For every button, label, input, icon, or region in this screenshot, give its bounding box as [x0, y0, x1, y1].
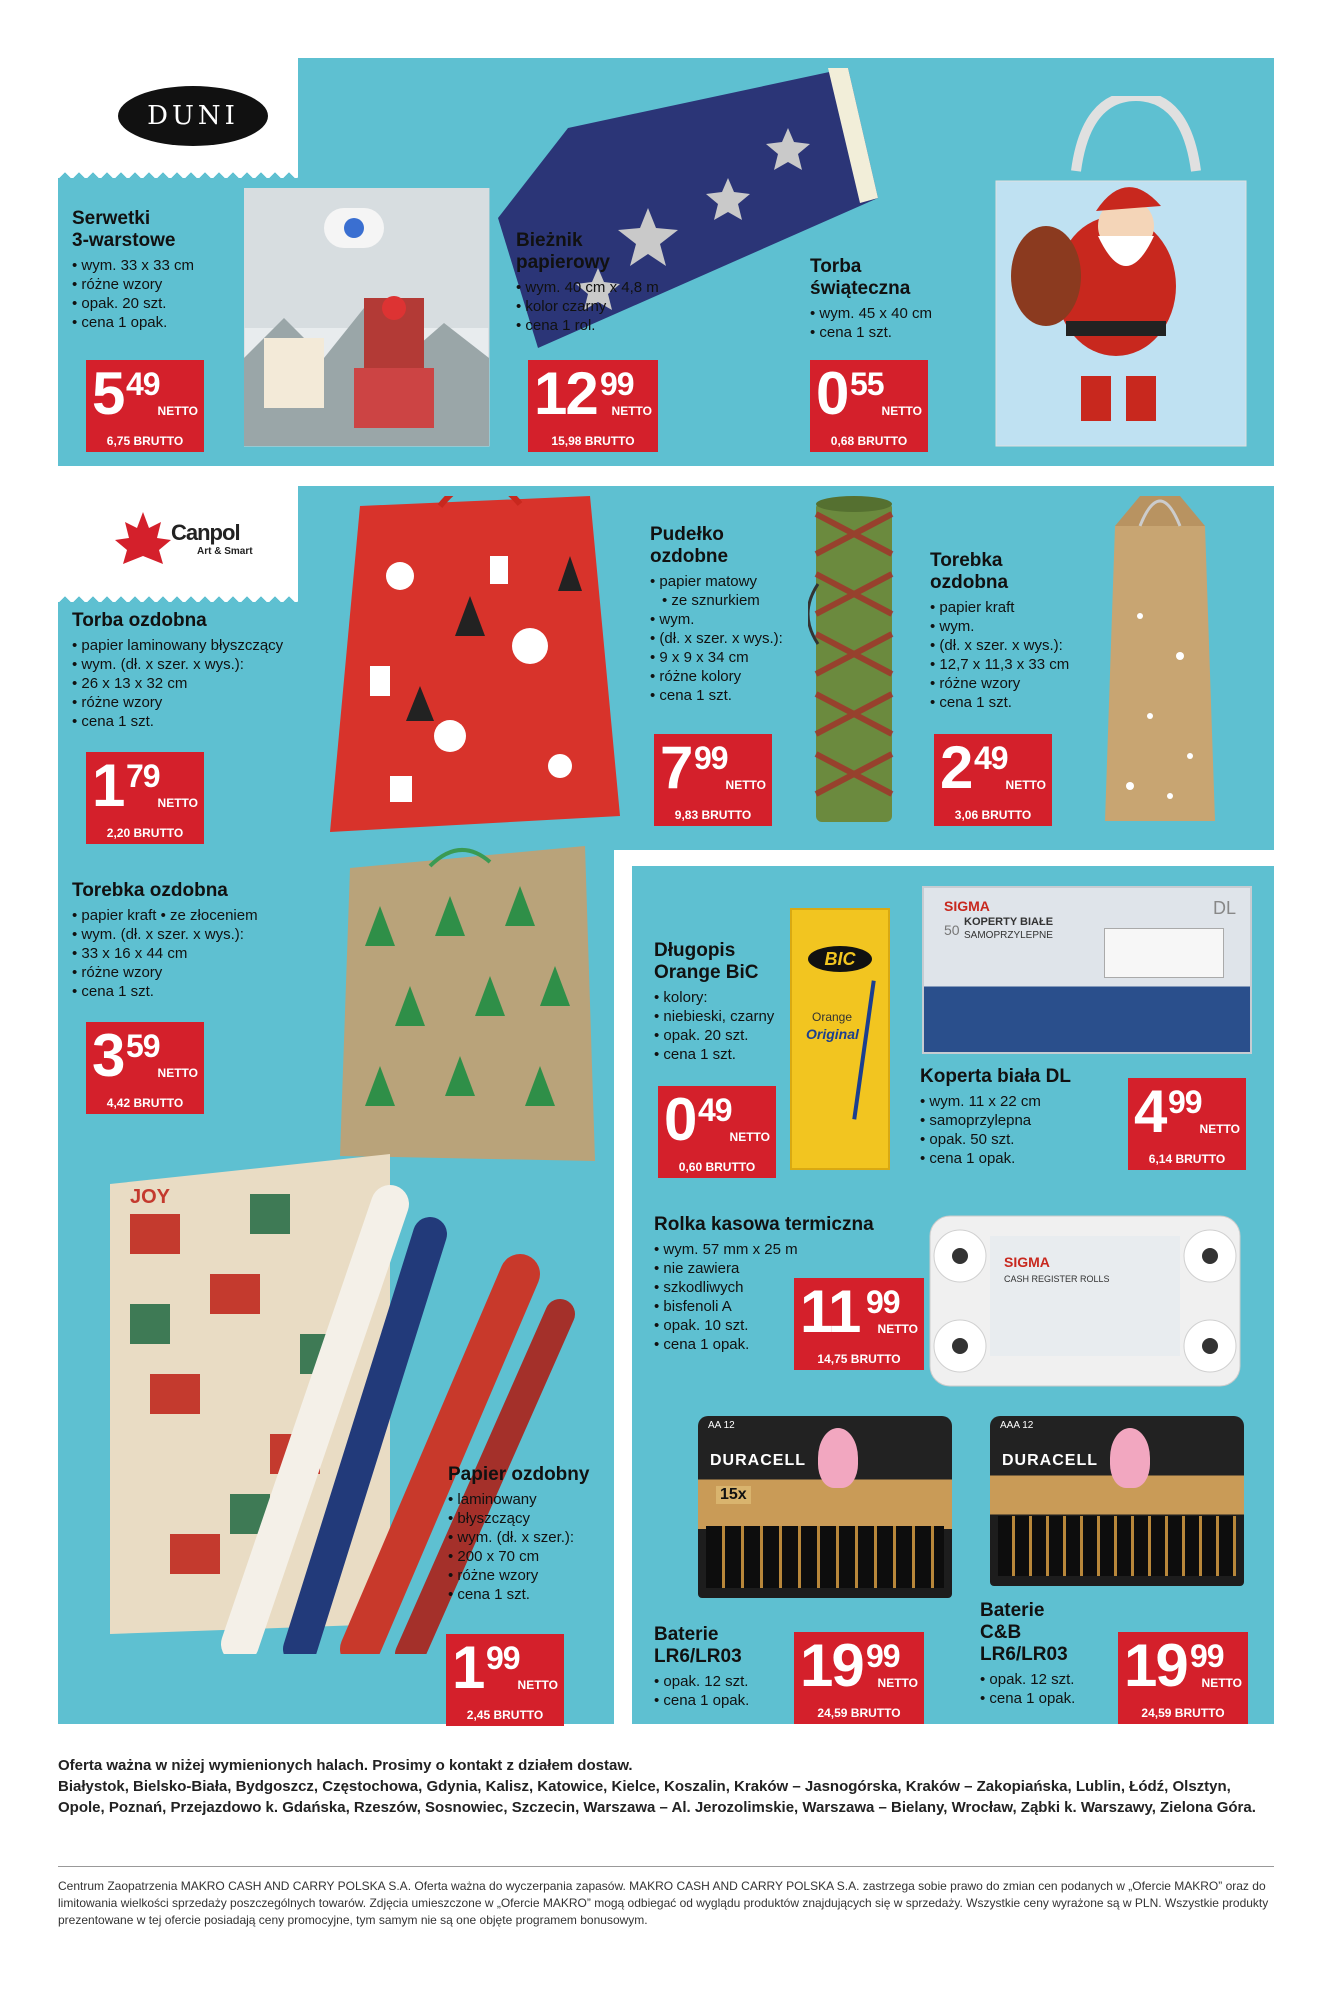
kraft-bottle-bag-image: [1100, 496, 1220, 826]
batt2-title-2: C&B: [980, 1622, 1022, 1643]
legal-note: Centrum Zaopatrzenia MAKRO CASH AND CARRY POLSKA S.A. Oferta ważna do wyczerpania zapasów. MAKRO CASH AND CARRY POLSKA S.A. zastrzega sobie prawo do zmian cen podanych w „Ofercie MAKRO” oraz do limitowania wielkości sprzedaży poszczególnych towarów. Zdjęcia umieszczone w „Ofercie MAKRO” mogą odbiegać od wyglądu produktów znajdujących się w sprzedaży. Wszystkie ceny wyrażone są w PLN. Wszystkie produkty prezentowane w tej ofercie posiadają ceny promocyjne, tym samym nie są one objęte programem bonusowym.: [58, 1879, 1269, 1927]
decorbag-spec: • papier laminowany błyszczący: [72, 636, 352, 655]
box-spec: • ze sznurkiem: [650, 591, 810, 610]
price-brutto: 2,20 BRUTTO: [106, 826, 184, 840]
price-cents: 79: [126, 758, 160, 794]
kraftbag-spec: • wym.: [930, 617, 1120, 636]
paper-spec: • 200 x 70 cm: [448, 1547, 648, 1566]
sigma-envelope-text2: SAMOPRZYLEPNE: [964, 930, 1053, 941]
pen-title-1: Długopis: [654, 940, 736, 961]
xmasbag-spec: • wym. 45 x 40 cm: [810, 304, 1000, 323]
envelope-spec: • samoprzylepna: [920, 1111, 1140, 1130]
paper-title: Papier ozdobny: [448, 1464, 590, 1485]
roll-spec: • cena 1 opak.: [654, 1335, 924, 1354]
batt2-title-3: LR6/LR03: [980, 1644, 1068, 1665]
decorbag-product: [72, 610, 352, 731]
price-brutto: 4,42 BRUTTO: [106, 1096, 184, 1110]
runner-product: [516, 230, 736, 335]
batteries-row: [706, 1526, 944, 1588]
duracell-aa-pack-image: [698, 1416, 952, 1598]
runner-price-tag: [528, 360, 658, 452]
batt2-spec: • opak. 12 szt.: [980, 1670, 1110, 1689]
cash-rolls-image: [920, 1196, 1250, 1396]
kraftbag-spec: • 12,7 x 11,3 x 33 cm: [930, 655, 1120, 674]
decorbag-spec: • cena 1 szt.: [72, 712, 352, 731]
decorbag-spec: • różne wzory: [72, 693, 352, 712]
batt2-specs: [980, 1670, 1110, 1708]
napkins-spec: • wym. 33 x 33 cm: [72, 256, 252, 275]
roll-spec: • szkodliwych: [654, 1278, 924, 1297]
napkins-spec: • opak. 20 szt.: [72, 294, 252, 313]
price-netto: NETTO: [725, 778, 766, 792]
goldbag-spec: • wym. (dł. x szer. x wys.):: [72, 925, 342, 944]
price-main: 4: [1134, 1078, 1166, 1145]
price-cents: 49: [698, 1092, 732, 1128]
canpol-name: Canpol: [171, 520, 240, 545]
canpol-brand-tab: [58, 486, 298, 592]
sigma-roll-brand: SIGMA: [1004, 1254, 1050, 1270]
sigma-envelope-brand: SIGMA: [944, 898, 990, 914]
napkins-image: [244, 188, 494, 450]
price-cents: 99: [1190, 1638, 1224, 1674]
box-spec: • papier matowy: [650, 572, 810, 591]
price-main: 2: [940, 734, 972, 801]
napkins-spec: • różne wzory: [72, 275, 252, 294]
envelope-spec: • cena 1 opak.: [920, 1149, 1140, 1168]
price-brutto: 6,14 BRUTTO: [1148, 1152, 1226, 1166]
paper-spec: • błyszczący: [448, 1509, 648, 1528]
price-brutto: 3,06 BRUTTO: [954, 808, 1032, 822]
price-cents: 49: [974, 740, 1008, 776]
price-netto: NETTO: [877, 1322, 918, 1336]
price-main: 0: [664, 1086, 696, 1153]
price-brutto: 24,59 BRUTTO: [1141, 1706, 1225, 1720]
goldbag-title: Torebka ozdobna: [72, 880, 228, 901]
price-cents: 99: [486, 1640, 520, 1676]
xmasbag-product: [810, 256, 1000, 342]
box-product: [650, 524, 810, 705]
bic-pen-line: [852, 980, 875, 1119]
canpol-sub: Art & Smart: [197, 546, 253, 557]
pen-price-tag: [658, 1086, 776, 1178]
paper-spec: • różne wzory: [448, 1566, 648, 1585]
bunny-icon: [1110, 1428, 1150, 1488]
kraftbag-spec: • papier kraft: [930, 598, 1120, 617]
box-spec: • cena 1 szt.: [650, 686, 810, 705]
price-brutto: 15,98 BRUTTO: [551, 434, 635, 448]
price-netto: NETTO: [877, 1676, 918, 1690]
joy-label: JOY: [130, 1186, 171, 1208]
paper-spec: • wym. (dł. x szer.):: [448, 1528, 648, 1547]
sigma-envelope-dl: DL: [1212, 898, 1236, 918]
envelope-spec: • opak. 50 szt.: [920, 1130, 1140, 1149]
box-specs: [650, 572, 810, 705]
red-gift-bag-image: [330, 496, 626, 832]
runner-specs: [516, 278, 736, 335]
kraftbag-price-tag: [934, 734, 1052, 826]
kraftbag-product: [930, 550, 1120, 712]
kraftbag-title-1: Torebka: [930, 550, 1003, 571]
kraftbag-specs: [930, 598, 1120, 712]
napkins-title-1: Serwetki: [72, 208, 151, 229]
price-main: 19: [1124, 1632, 1187, 1699]
price-brutto: 6,75 BRUTTO: [106, 434, 184, 448]
napkins-specs: [72, 256, 252, 332]
price-cents: 99: [694, 740, 728, 776]
bic-pen-box-image: [790, 908, 890, 1170]
paper-spec: • cena 1 szt.: [448, 1585, 648, 1604]
box-title-2: ozdobne: [650, 546, 729, 567]
duracell-aaa-pack-image: [990, 1416, 1244, 1586]
price-main: 11: [800, 1278, 860, 1345]
pen-title-2: Orange BiC: [654, 962, 759, 983]
roll-spec: • nie zawiera: [654, 1259, 924, 1278]
price-brutto: 0,68 BRUTTO: [830, 434, 908, 448]
runner-title-2: papierowy: [516, 252, 610, 273]
goldbag-product: [72, 880, 342, 1001]
envelope-box-image: [922, 886, 1252, 1054]
price-cents: 99: [1168, 1084, 1202, 1120]
box-price-tag: [654, 734, 772, 826]
xmasbag-title-1: Torba: [810, 256, 862, 277]
roll-spec: • wym. 57 mm x 25 m: [654, 1240, 924, 1259]
decorbag-spec: • wym. (dł. x szer. x wys.):: [72, 655, 352, 674]
pen-specs: [654, 988, 804, 1064]
price-main: 19: [800, 1632, 863, 1699]
price-netto: NETTO: [157, 1066, 198, 1080]
price-main: 1: [92, 752, 124, 819]
halls-cities: Białystok, Bielsko-Biała, Bydgoszcz, Częstochowa, Gdynia, Kalisz, Katowice, Kielce, Koszalin, Kraków – Jasnogórska, Kraków – Zakopiańska, Lublin, Łódź, Olsztyn, Opole, Poznań, Przejazdowo k. Gdańska, Rzeszów, Sosnowiec, Szczecin, Warszawa – Al. Jerozolimskie, Warszawa – Bielany, Wrocław, Ząbki k. Warszawy, Zielona Góra.: [58, 1778, 1256, 1816]
price-cents: 59: [126, 1028, 160, 1064]
decorbag-price-tag: [86, 752, 204, 844]
maple-leaf-icon: [113, 510, 173, 570]
kraftbag-spec: • cena 1 szt.: [930, 693, 1120, 712]
batt1-specs: [654, 1672, 784, 1710]
decorbag-title: Torba ozdobna: [72, 610, 207, 631]
goldbag-spec: • 33 x 16 x 44 cm: [72, 944, 342, 963]
price-cents: 99: [866, 1638, 900, 1674]
xmasbag-title-2: świąteczna: [810, 278, 911, 299]
batt2-title-1: Baterie: [980, 1600, 1045, 1621]
halls-info: [58, 1755, 1278, 1818]
batt1-price-tag: [794, 1632, 924, 1724]
envelope-title: Koperta biała DL: [920, 1066, 1071, 1087]
box-spec: • wym.: [650, 610, 810, 629]
goldbag-spec: • papier kraft • ze złoceniem: [72, 906, 342, 925]
decorbag-specs: [72, 636, 352, 731]
kraftbag-spec: • różne wzory: [930, 674, 1120, 693]
price-netto: NETTO: [157, 796, 198, 810]
batt1-spec: • opak. 12 szt.: [654, 1672, 784, 1691]
paper-spec: • laminowany: [448, 1490, 648, 1509]
price-brutto: 0,60 BRUTTO: [678, 1160, 756, 1174]
batt2-spec: • cena 1 opak.: [980, 1689, 1110, 1708]
price-main: 7: [660, 734, 692, 801]
price-main: 3: [92, 1022, 124, 1089]
bic-orange-label: Orange: [812, 1010, 853, 1024]
santa-bag-image: [986, 96, 1258, 454]
batt1-title-2: LR6/LR03: [654, 1646, 742, 1667]
pen-spec: • opak. 20 szt.: [654, 1026, 804, 1045]
plaid-tube-box-image: [808, 494, 900, 828]
price-netto: NETTO: [729, 1130, 770, 1144]
sigma-envelope-50: 50: [944, 922, 960, 938]
envelope-sample: [1104, 928, 1224, 978]
price-netto: NETTO: [1199, 1122, 1240, 1136]
paper-specs: [448, 1490, 648, 1604]
kraft-tree-bag-image: [340, 846, 600, 1166]
price-main: 5: [92, 360, 124, 427]
duni-panel: [58, 58, 1274, 466]
envelope-price-tag: [1128, 1078, 1246, 1170]
batt2-product: [980, 1600, 1110, 1708]
bic-logo: BIC: [808, 946, 872, 972]
napkins-title-2: 3-warstowe: [72, 230, 176, 251]
duni-logo: DUNI: [118, 86, 268, 146]
price-cents: 99: [866, 1284, 900, 1320]
price-netto: NETTO: [157, 404, 198, 418]
runner-spec: • wym. 40 cm x 4,8 m: [516, 278, 736, 297]
napkins-price-tag: [86, 360, 204, 452]
price-netto: NETTO: [517, 1678, 558, 1692]
price-brutto: 9,83 BRUTTO: [674, 808, 752, 822]
paper-product: [448, 1464, 648, 1604]
aaa12-label: AAA 12: [1000, 1420, 1034, 1431]
price-netto: NETTO: [611, 404, 652, 418]
runner-spec: • kolor czarny: [516, 297, 736, 316]
sigma-roll-text: CASH REGISTER ROLLS: [1004, 1274, 1110, 1284]
pen-spec: • cena 1 szt.: [654, 1045, 804, 1064]
sigma-envelope-text1: KOPERTY BIAŁE: [964, 916, 1054, 928]
box-spec: • 9 x 9 x 34 cm: [650, 648, 810, 667]
price-brutto: 24,59 BRUTTO: [817, 1706, 901, 1720]
envelope-specs: [920, 1092, 1140, 1168]
goldbag-spec: • różne wzory: [72, 963, 342, 982]
batt1-spec: • cena 1 opak.: [654, 1691, 784, 1710]
roll-spec: • opak. 10 szt.: [654, 1316, 924, 1335]
goldbag-specs: [72, 906, 342, 1001]
decorbag-spec: • 26 x 13 x 32 cm: [72, 674, 352, 693]
pen-product: [654, 940, 804, 1064]
price-netto: NETTO: [881, 404, 922, 418]
box-spec: • różne kolory: [650, 667, 810, 686]
price-netto: NETTO: [1005, 778, 1046, 792]
price-main: 12: [534, 360, 597, 427]
napkins-spec: • cena 1 opak.: [72, 313, 252, 332]
duni-brand-tab: [58, 58, 298, 168]
xmasbag-price-tag: [810, 360, 928, 452]
roll-price-tag: [794, 1278, 924, 1370]
batteries-row: [998, 1516, 1236, 1576]
price-cents: 55: [850, 366, 884, 402]
box-title-1: Pudełko: [650, 524, 724, 545]
runner-spec: • cena 1 rol.: [516, 316, 736, 335]
bic-original-label: Original: [806, 1026, 859, 1042]
canpol-logo: [113, 506, 283, 576]
goldbag-price-tag: [86, 1022, 204, 1114]
goldbag-spec: • cena 1 szt.: [72, 982, 342, 1001]
duracell-logo: DURACELL: [1002, 1452, 1098, 1469]
price-brutto: 2,45 BRUTTO: [466, 1708, 544, 1722]
pen-spec: • kolory:: [654, 988, 804, 1007]
box-spec: • (dł. x szer. x wys.):: [650, 629, 810, 648]
price-main: 1: [452, 1634, 484, 1701]
envelope-product: [920, 1066, 1140, 1168]
price-netto: NETTO: [1201, 1676, 1242, 1690]
price-cents: 99: [600, 366, 634, 402]
xmasbag-spec: • cena 1 szt.: [810, 323, 1000, 342]
paper-price-tag: [446, 1634, 564, 1726]
price-cents: 49: [126, 366, 160, 402]
fifteen-label: 15x: [716, 1486, 751, 1504]
roll-title: Rolka kasowa termiczna: [654, 1214, 874, 1235]
envelope-spec: • wym. 11 x 22 cm: [920, 1092, 1140, 1111]
batt2-price-tag: [1118, 1632, 1248, 1724]
price-main: 0: [816, 360, 848, 427]
price-brutto: 14,75 BRUTTO: [817, 1352, 901, 1366]
xmasbag-specs: [810, 304, 1000, 342]
aa12-label: AA 12: [708, 1420, 735, 1431]
roll-spec: • bisfenoli A: [654, 1297, 924, 1316]
pen-spec: • niebieski, czarny: [654, 1007, 804, 1026]
napkins-product: [72, 208, 252, 332]
duracell-logo: DURACELL: [710, 1452, 806, 1469]
bunny-icon: [818, 1428, 858, 1488]
kraftbag-spec: • (dł. x szer. x wys.):: [930, 636, 1120, 655]
halls-lead: Oferta ważna w niżej wymienionych halach. Prosimy o kontakt z działem dostaw.: [58, 1757, 633, 1774]
footer-divider: [58, 1866, 1274, 1867]
kraftbag-title-2: ozdobna: [930, 572, 1009, 593]
batt1-title-1: Baterie: [654, 1624, 719, 1645]
batt1-product: [654, 1624, 784, 1710]
runner-title-1: Bieżnik: [516, 230, 583, 251]
